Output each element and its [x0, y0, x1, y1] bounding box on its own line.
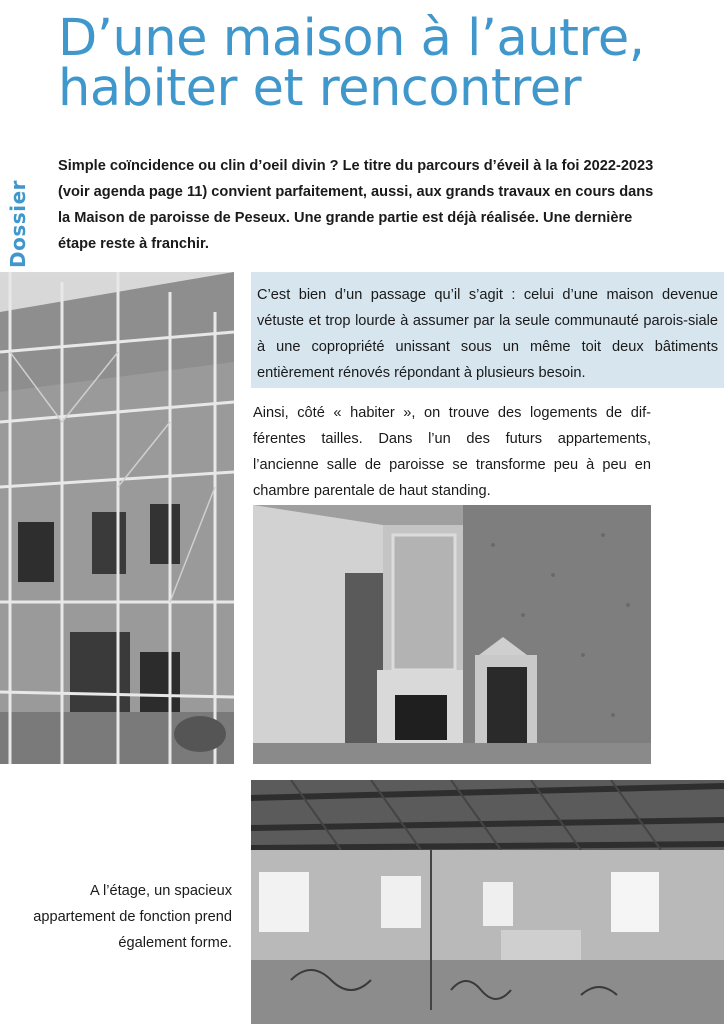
body-paragraph: Ainsi, côté « habiter », on trouve des logements de dif-férentes tailles. Dans l’un des futurs appartements, l’ancienne salle de paroisse se transforme peu à peu en chambre parentale de haut standing.: [253, 405, 651, 499]
lead-paragraph: Simple coïncidence ou clin d’oeil divin ? Le titre du parcours d’éveil à la foi 2022-2023 (voir agenda page 11) convient parfaitement, aussi, aux grands travaux en cours dans la Maison de paroisse de Peseux. Une grande partie est déjà réalisée. Une dernière étape reste à franchir.: [58, 158, 654, 252]
page-title: [58, 9, 718, 118]
scaffolding-photo: [0, 272, 234, 764]
callout-text: C’est bien d’un passage qu’il s’agit : celui d’une maison devenue vétuste et trop lourde à assumer par la seule communauté parois-siale à une copropriété unissant sous un même toit deux bâtiments entièrement rénovés répondant à plusieurs besoin.: [257, 287, 718, 381]
fireplace-room-photo: [253, 505, 651, 764]
section-label: Dossier: [6, 180, 30, 268]
highlight-callout: [251, 272, 724, 388]
title-line-2: habiter et rencontrer: [58, 59, 582, 118]
upper-floor-photo: [251, 780, 724, 1024]
photo-caption: A l’étage, un spacieux appartement de fonction prend également forme.: [33, 883, 232, 951]
title-line-1: D’une maison à l’autre,: [58, 9, 645, 68]
